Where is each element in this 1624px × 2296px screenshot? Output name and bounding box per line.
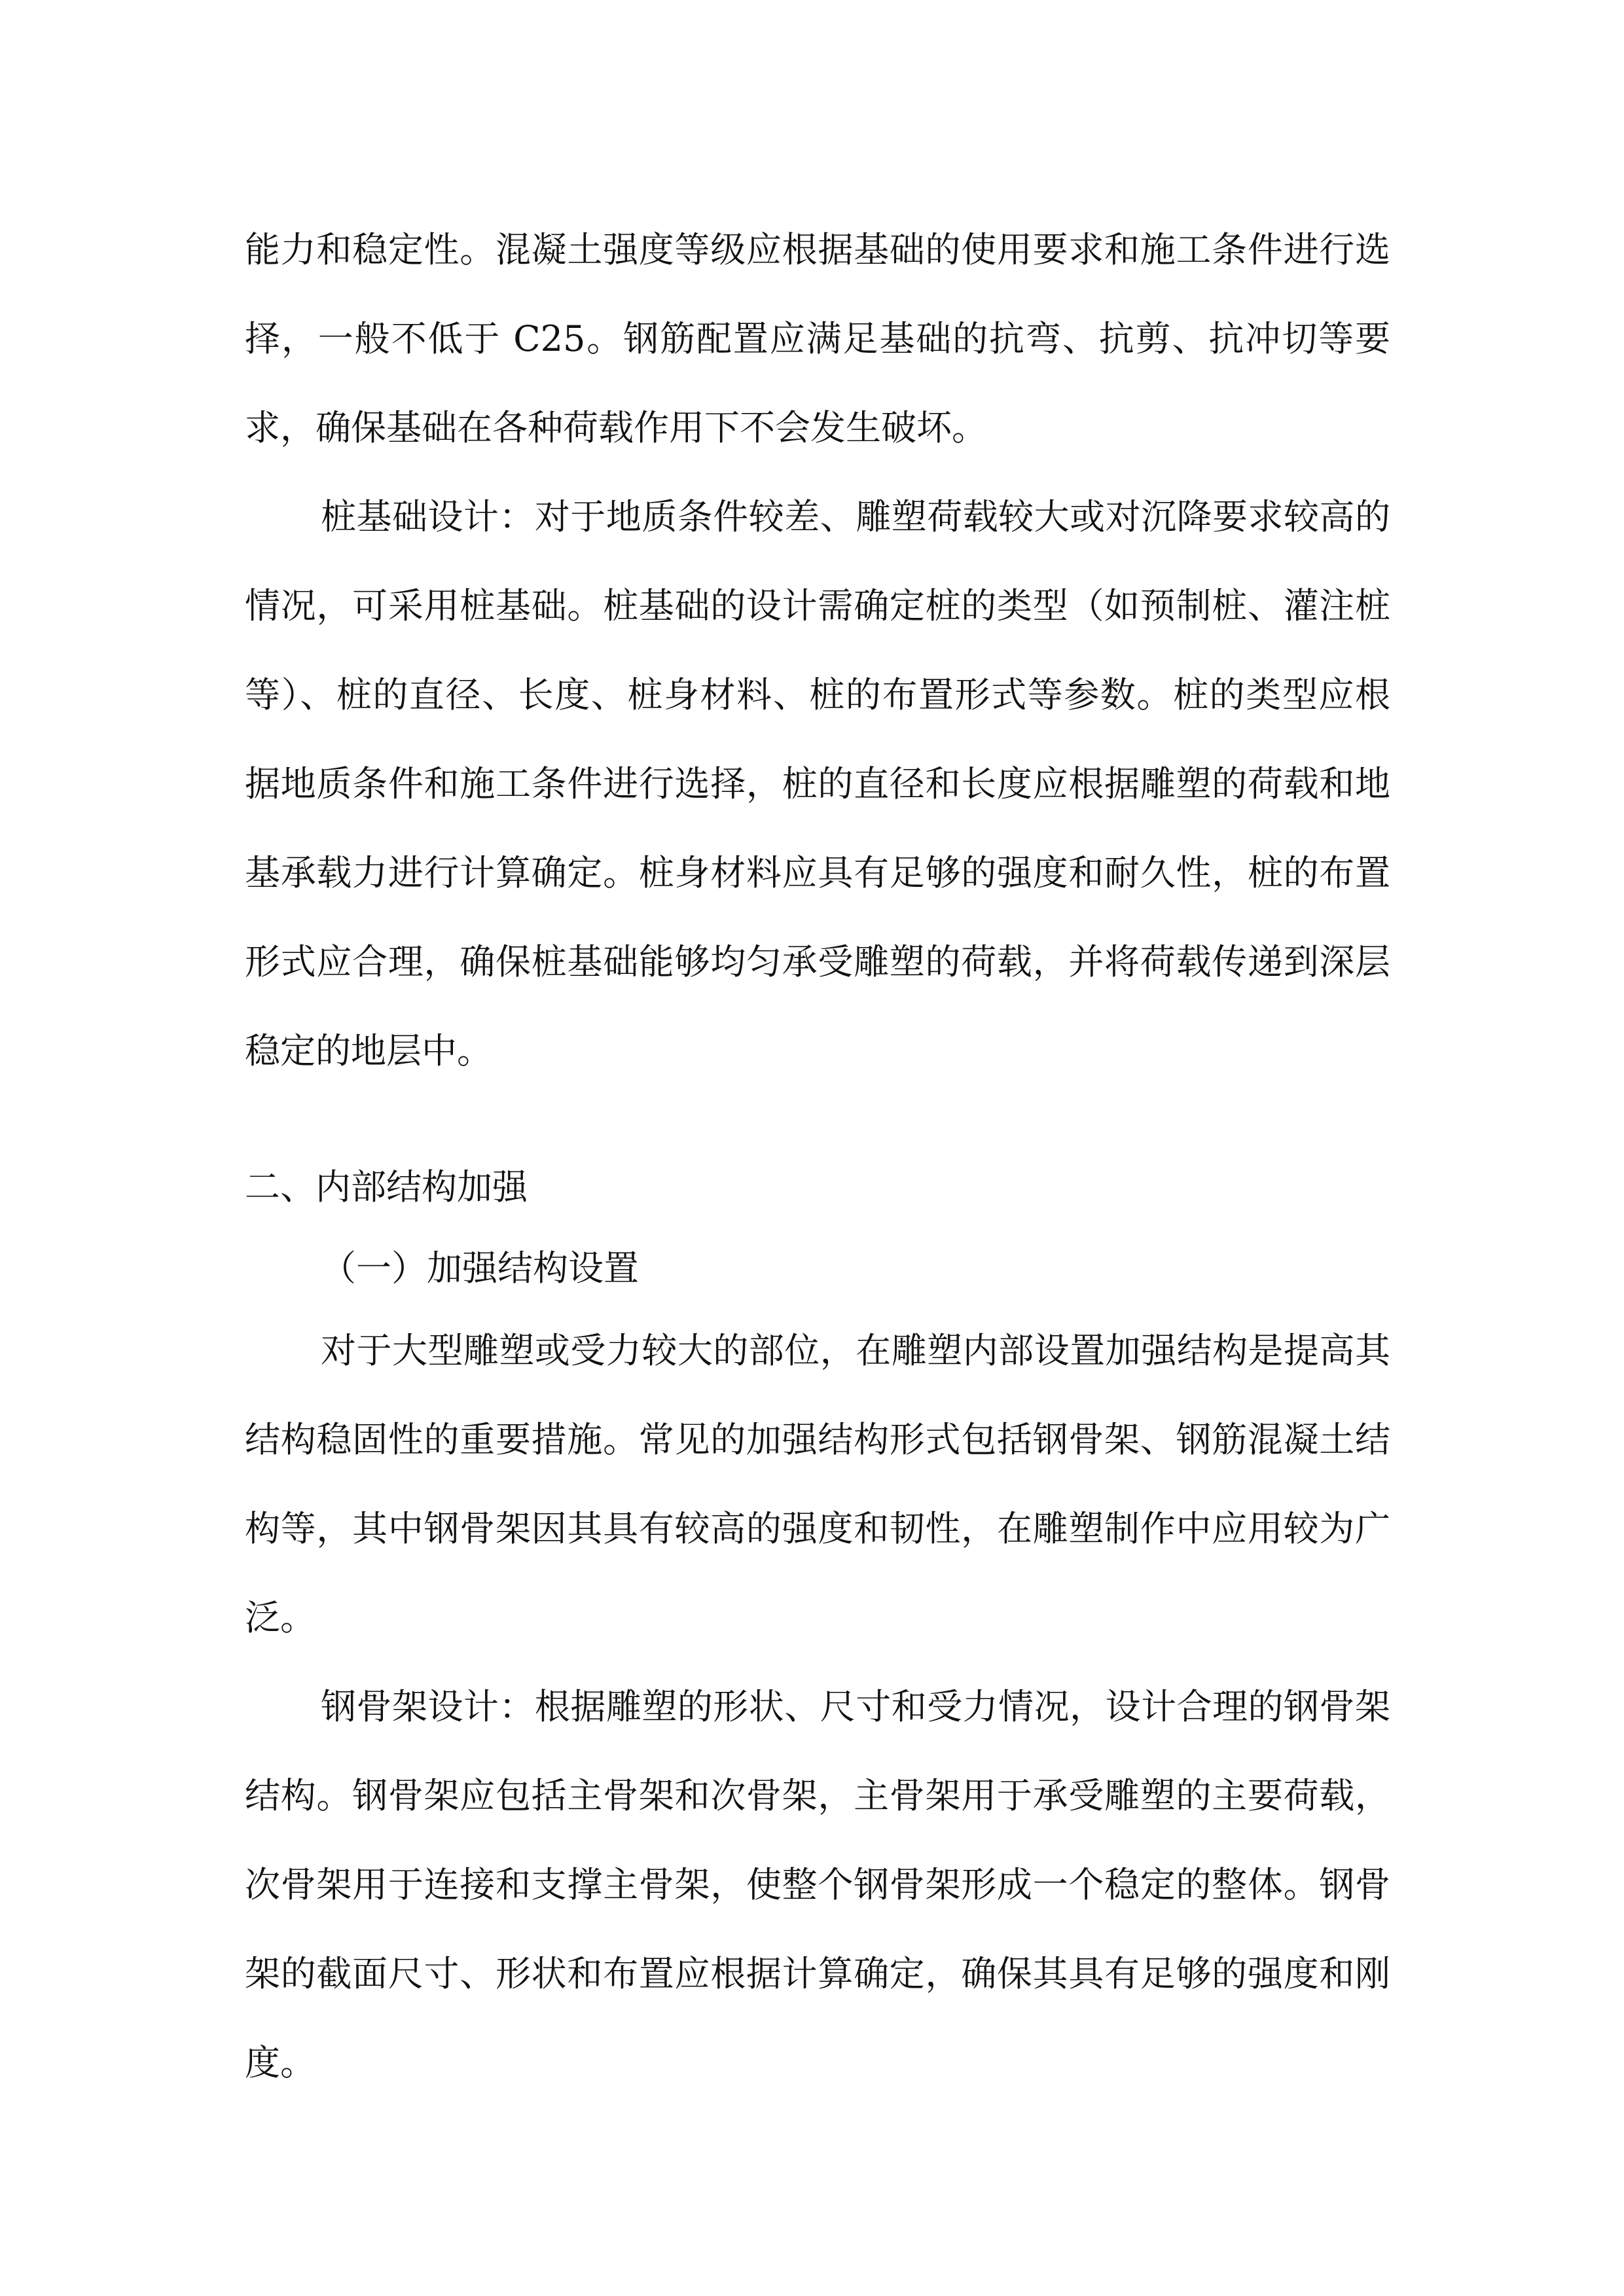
subsection-heading: （一）加强结构设置 (321, 1247, 639, 1289)
paragraph-reinforcement-structure: 对于大型雕塑或受力较大的部位，在雕塑内部设置加强结构是提高其结构稳固性的重要措施。常见的加强结构形式包括钢骨架、钢筋混凝土结构等，其中钢骨架因其具有较高的强度和韧性，在雕塑制作中应用较为广泛。 (245, 1330, 1390, 1638)
section-heading: 二、内部结构加强 (245, 1166, 528, 1208)
paragraph-pile-foundation: 桩基础设计：对于地质条件较差、雕塑荷载较大或对沉降要求较高的情况，可采用桩基础。桩基础的设计需确定桩的类型（如预制桩、灌注桩等）、桩的直径、长度、桩身材料、桩的布置形式等参数。桩的类型应根据地质条件和施工条件进行选择，桩的直径和长度应根据雕塑的荷载和地基承载力进行计算确定。桩身材料应具有足够的强度和耐久性，桩的布置形式应合理，确保桩基础能够均匀承受雕塑的荷载，并将荷载传递到深层稳定的地层中。 (245, 496, 1390, 1071)
paragraph-steel-frame-design: 钢骨架设计：根据雕塑的形状、尺寸和受力情况，设计合理的钢骨架结构。钢骨架应包括主骨架和次骨架，主骨架用于承受雕塑的主要荷载，次骨架用于连接和支撑主骨架，使整个钢骨架形成一个稳定的整体。钢骨架的截面尺寸、形状和布置应根据计算确定，确保其具有足够的强度和刚度。 (245, 1686, 1390, 2083)
paragraph-foundation-concrete: 能力和稳定性。混凝土强度等级应根据基础的使用要求和施工条件进行选择，一般不低于 C25。钢筋配置应满足基础的抗弯、抗剪、抗冲切等要求，确保基础在各种荷载作用下不会发生破坏。 (245, 229, 1390, 448)
